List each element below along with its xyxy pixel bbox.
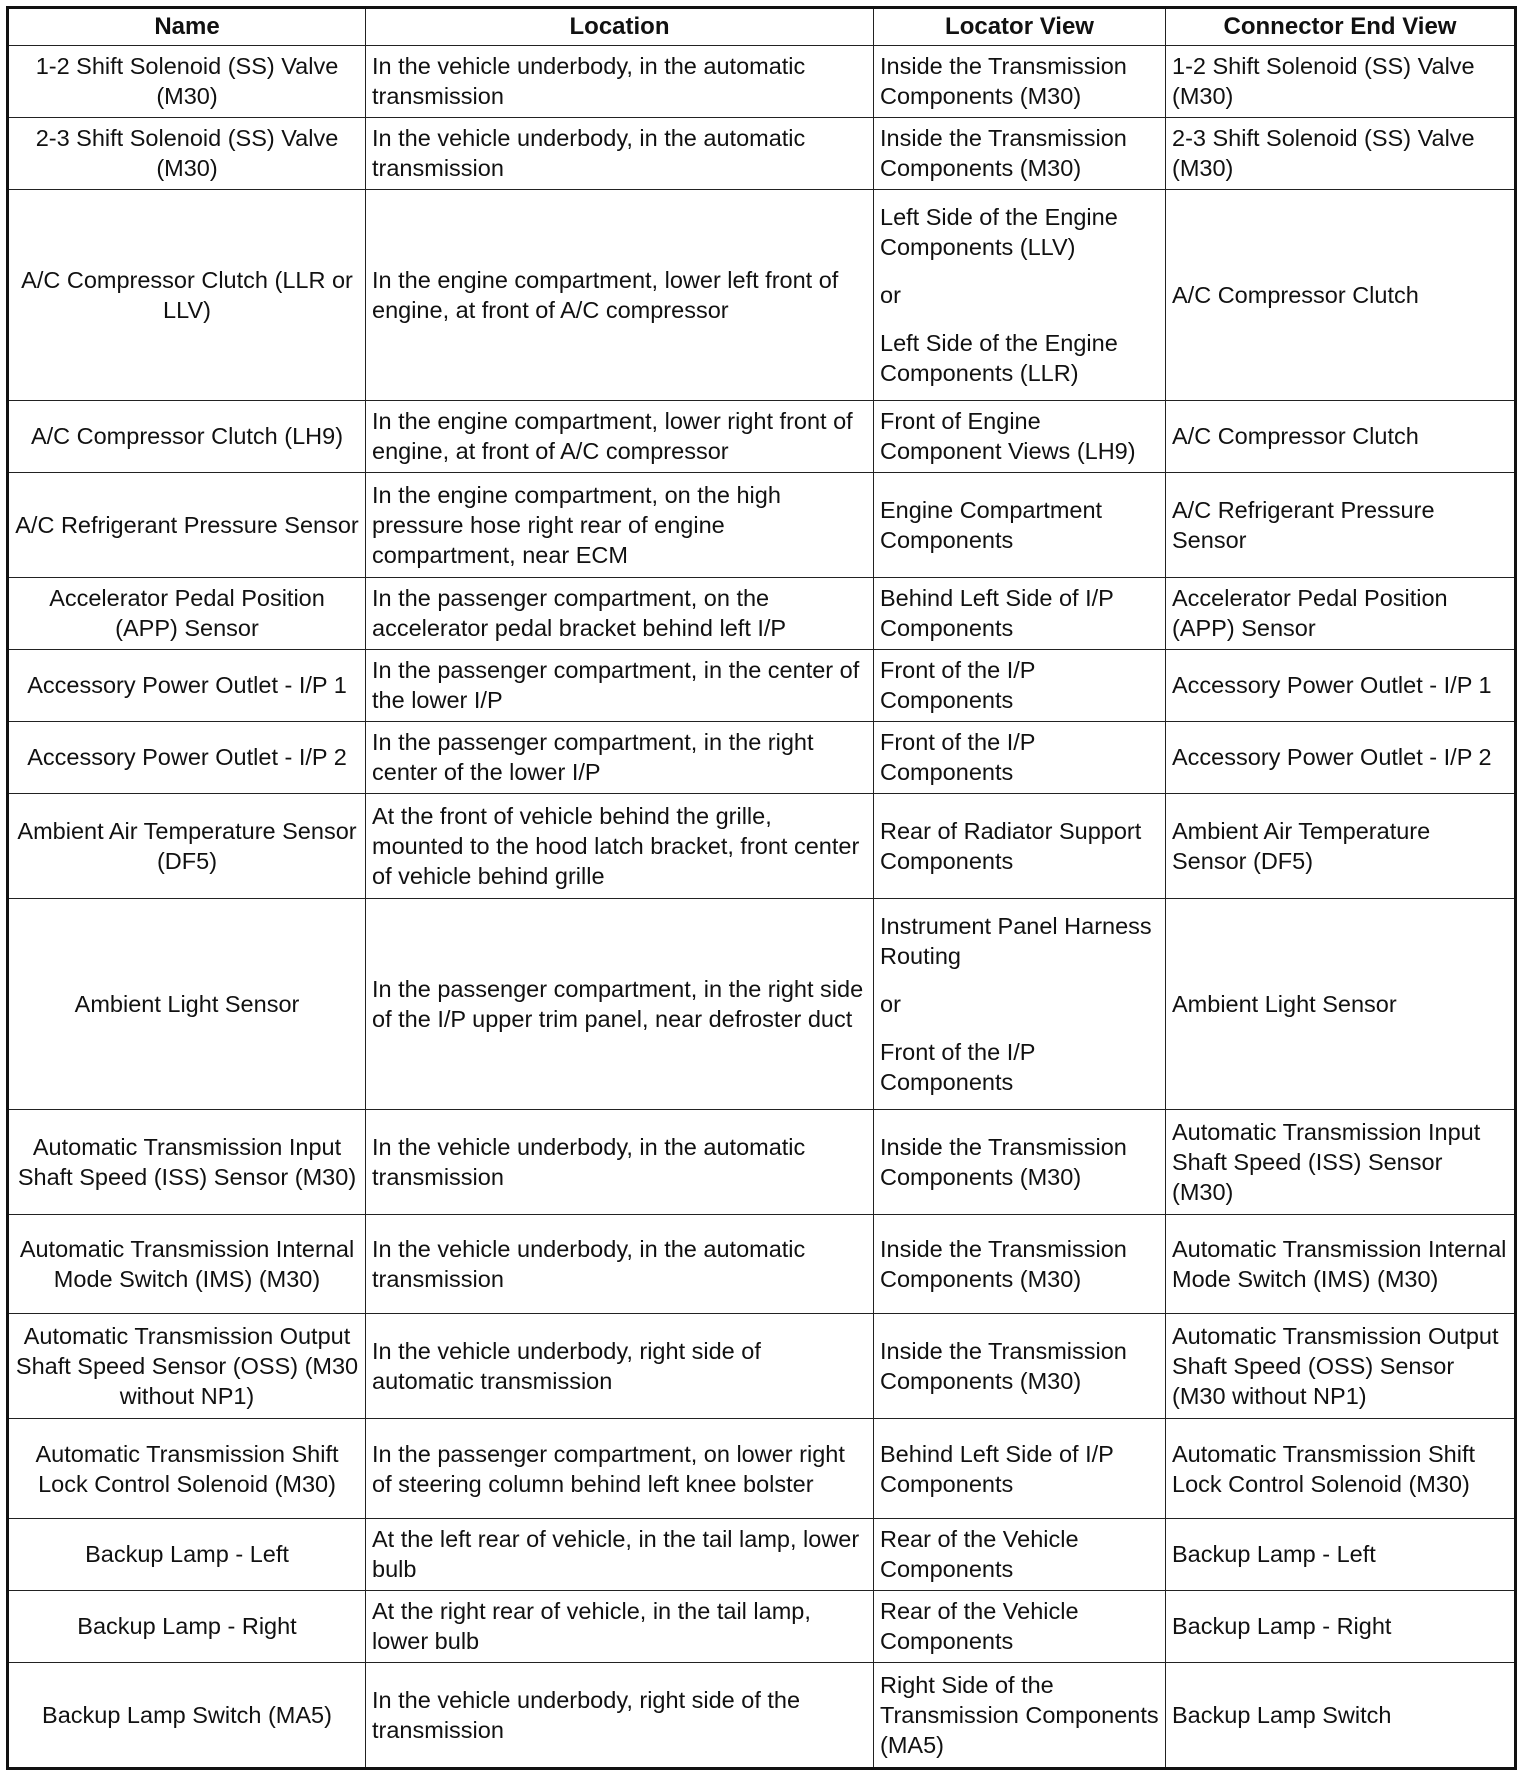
cell-name: A/C Compressor Clutch (LH9) (8, 400, 366, 472)
cell-name: Backup Lamp Switch (MA5) (8, 1662, 366, 1768)
cell-location: At the right rear of vehicle, in the tail lamp, lower bulb (366, 1590, 874, 1662)
locator-view-entry: Front of the I/P Components (880, 657, 1036, 714)
cell-location: In the engine compartment, on the high pressure hose right rear of engine compartment, near ECM (366, 472, 874, 577)
header-name: Name (8, 8, 366, 46)
cell-connector-end-view: Accessory Power Outlet - I/P 2 (1166, 721, 1516, 793)
cell-connector-end-view: 1-2 Shift Solenoid (SS) Valve (M30) (1166, 46, 1516, 118)
cell-locator-view (874, 400, 1166, 472)
cell-locator-view (874, 577, 1166, 649)
cell-location: In the vehicle underbody, right side of the transmission (366, 1662, 874, 1768)
cell-name: A/C Refrigerant Pressure Sensor (8, 472, 366, 577)
cell-location: At the front of vehicle behind the grille, mounted to the hood latch bracket, front center of vehicle behind grille (366, 793, 874, 898)
cell-locator-view (874, 1590, 1166, 1662)
cell-location: In the engine compartment, lower left front of engine, at front of A/C compressor (366, 189, 874, 400)
cell-locator-view (874, 793, 1166, 898)
cell-locator-view (874, 649, 1166, 721)
table-row (8, 472, 1516, 577)
cell-name: Backup Lamp - Right (8, 1590, 366, 1662)
table-row (8, 721, 1516, 793)
header-location: Location (366, 8, 874, 46)
cell-location: At the left rear of vehicle, in the tail lamp, lower bulb (366, 1518, 874, 1590)
cell-name: Automatic Transmission Output Shaft Speed Sensor (OSS) (M30 without NP1) (8, 1314, 366, 1419)
cell-connector-end-view: Accelerator Pedal Position (APP) Sensor (1166, 577, 1516, 649)
cell-name: A/C Compressor Clutch (LLR or LLV) (8, 189, 366, 400)
component-locator-table-container (6, 6, 1514, 1770)
cell-connector-end-view: Automatic Transmission Internal Mode Switch (IMS) (M30) (1166, 1214, 1516, 1314)
cell-location: In the engine compartment, lower right front of engine, at front of A/C compressor (366, 400, 874, 472)
cell-location: In the vehicle underbody, in the automatic transmission (366, 1109, 874, 1214)
locator-view-entry: Rear of the Vehicle Components (880, 1526, 1079, 1583)
cell-name: Ambient Light Sensor (8, 898, 366, 1109)
table-row (8, 1214, 1516, 1314)
cell-location: In the passenger compartment, on lower right of steering column behind left knee bolster (366, 1419, 874, 1519)
cell-name: Automatic Transmission Internal Mode Switch (IMS) (M30) (8, 1214, 366, 1314)
locator-view-entry: Front of the I/P Components (880, 1038, 1036, 1095)
locator-view-entry: Inside the Transmission Components (M30) (880, 1338, 1127, 1395)
cell-locator-view (874, 898, 1166, 1109)
cell-name: Accessory Power Outlet - I/P 1 (8, 649, 366, 721)
locator-view-entry: Behind Left Side of I/P Components (880, 585, 1114, 642)
locator-view-entry: Right Side of the Transmission Components (MA5) (880, 1671, 1159, 1758)
locator-view-entry: Instrument Panel Harness Routing (880, 912, 1152, 969)
cell-connector-end-view: Backup Lamp - Right (1166, 1590, 1516, 1662)
cell-locator-view (874, 117, 1166, 189)
cell-location: In the passenger compartment, on the accelerator pedal bracket behind left I/P (366, 577, 874, 649)
cell-name: Automatic Transmission Shift Lock Control Solenoid (M30) (8, 1419, 366, 1519)
cell-name: 2-3 Shift Solenoid (SS) Valve (M30) (8, 117, 366, 189)
cell-locator-view (874, 189, 1166, 400)
table-row (8, 577, 1516, 649)
cell-locator-view (874, 1662, 1166, 1768)
locator-view-entry: Left Side of the Engine Components (LLV) (880, 203, 1118, 260)
header-row (8, 8, 1516, 46)
cell-name: Backup Lamp - Left (8, 1518, 366, 1590)
table-row (8, 793, 1516, 898)
locator-view-entry: Rear of Radiator Support Components (880, 817, 1142, 874)
table-row (8, 1590, 1516, 1662)
cell-locator-view (874, 1214, 1166, 1314)
table-row (8, 1419, 1516, 1519)
cell-name: Accessory Power Outlet - I/P 2 (8, 721, 366, 793)
cell-connector-end-view: Accessory Power Outlet - I/P 1 (1166, 649, 1516, 721)
locator-view-entry: Inside the Transmission Components (M30) (880, 125, 1127, 182)
cell-name: 1-2 Shift Solenoid (SS) Valve (M30) (8, 46, 366, 118)
table-row (8, 1662, 1516, 1768)
locator-view-or: or (880, 990, 901, 1017)
cell-locator-view (874, 1109, 1166, 1214)
locator-view-entry: Front of Engine Component Views (LH9) (880, 408, 1136, 465)
cell-name: Accelerator Pedal Position (APP) Sensor (8, 577, 366, 649)
table-row (8, 189, 1516, 400)
locator-view-entry: Inside the Transmission Components (M30) (880, 1236, 1127, 1293)
cell-location: In the passenger compartment, in the right side of the I/P upper trim panel, near defroster duct (366, 898, 874, 1109)
table-body (8, 46, 1516, 1769)
locator-view-entry: Inside the Transmission Components (M30) (880, 53, 1127, 110)
cell-connector-end-view: Backup Lamp - Left (1166, 1518, 1516, 1590)
cell-connector-end-view: A/C Compressor Clutch (1166, 189, 1516, 400)
cell-location: In the vehicle underbody, in the automatic transmission (366, 46, 874, 118)
locator-view-or: or (880, 281, 901, 308)
table-row (8, 1109, 1516, 1214)
cell-location: In the vehicle underbody, in the automatic transmission (366, 117, 874, 189)
header-connector-end-view: Connector End View (1166, 8, 1516, 46)
cell-connector-end-view: Automatic Transmission Input Shaft Speed (ISS) Sensor (M30) (1166, 1109, 1516, 1214)
cell-locator-view (874, 46, 1166, 118)
table-row (8, 117, 1516, 189)
locator-view-entry: Engine Compartment Components (880, 496, 1103, 553)
cell-name: Ambient Air Temperature Sensor (DF5) (8, 793, 366, 898)
cell-locator-view (874, 721, 1166, 793)
cell-connector-end-view: Ambient Air Temperature Sensor (DF5) (1166, 793, 1516, 898)
table-row (8, 898, 1516, 1109)
cell-location: In the passenger compartment, in the right center of the lower I/P (366, 721, 874, 793)
cell-locator-view (874, 1518, 1166, 1590)
table-row (8, 400, 1516, 472)
cell-location: In the vehicle underbody, in the automatic transmission (366, 1214, 874, 1314)
table-row (8, 46, 1516, 118)
cell-connector-end-view: Backup Lamp Switch (1166, 1662, 1516, 1768)
cell-locator-view (874, 472, 1166, 577)
locator-view-entry: Front of the I/P Components (880, 729, 1036, 786)
table-row (8, 1314, 1516, 1419)
cell-location: In the vehicle underbody, right side of automatic transmission (366, 1314, 874, 1419)
cell-connector-end-view: A/C Compressor Clutch (1166, 400, 1516, 472)
cell-connector-end-view: 2-3 Shift Solenoid (SS) Valve (M30) (1166, 117, 1516, 189)
cell-locator-view (874, 1314, 1166, 1419)
locator-view-entry: Left Side of the Engine Components (LLR) (880, 329, 1118, 386)
cell-connector-end-view: Automatic Transmission Output Shaft Speed (OSS) Sensor (M30 without NP1) (1166, 1314, 1516, 1419)
cell-connector-end-view: A/C Refrigerant Pressure Sensor (1166, 472, 1516, 577)
table-row (8, 649, 1516, 721)
cell-locator-view (874, 1419, 1166, 1519)
locator-view-entry: Inside the Transmission Components (M30) (880, 1133, 1127, 1190)
cell-name: Automatic Transmission Input Shaft Speed (ISS) Sensor (M30) (8, 1109, 366, 1214)
cell-connector-end-view: Ambient Light Sensor (1166, 898, 1516, 1109)
component-locator-table (6, 6, 1517, 1770)
locator-view-entry: Behind Left Side of I/P Components (880, 1440, 1114, 1497)
table-row (8, 1518, 1516, 1590)
cell-location: In the passenger compartment, in the center of the lower I/P (366, 649, 874, 721)
header-locator-view: Locator View (874, 8, 1166, 46)
cell-connector-end-view: Automatic Transmission Shift Lock Control Solenoid (M30) (1166, 1419, 1516, 1519)
locator-view-entry: Rear of the Vehicle Components (880, 1598, 1079, 1655)
